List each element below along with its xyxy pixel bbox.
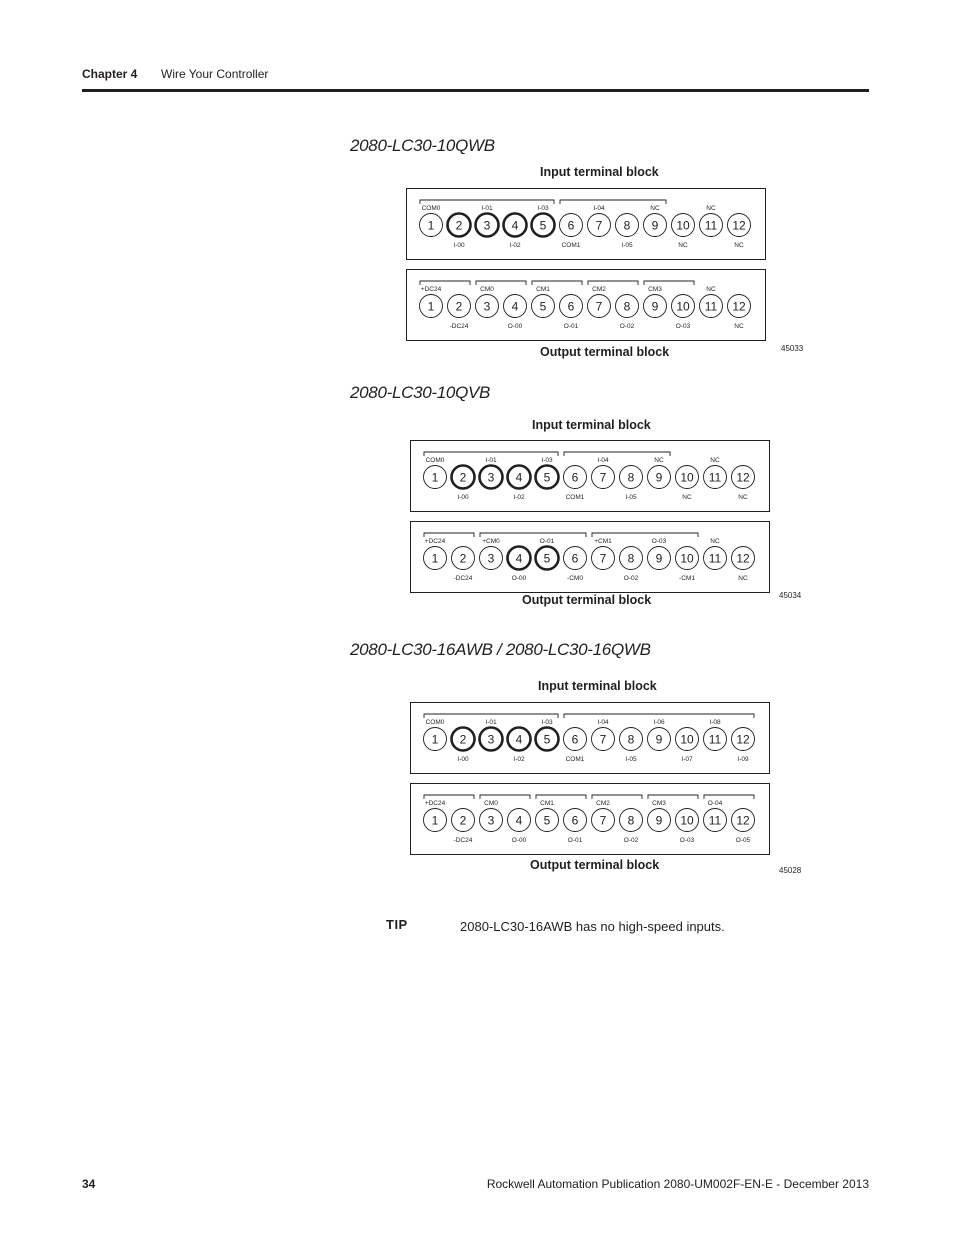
terminal-number: 5 xyxy=(543,732,551,747)
terminal-bottom-label: NC xyxy=(734,323,744,330)
terminal-bottom-label: I-00 xyxy=(457,494,469,501)
terminal-bottom-label: O-00 xyxy=(511,837,527,844)
terminal-bottom-label: NC xyxy=(738,494,748,501)
terminal-number: 11 xyxy=(708,470,722,485)
terminal-number: 9 xyxy=(651,299,659,314)
terminal-bottom-label: -DC24 xyxy=(449,323,469,330)
terminal-number: 7 xyxy=(595,218,603,233)
terminal-bottom-label: O-02 xyxy=(619,323,635,330)
terminal-number: 11 xyxy=(704,218,718,233)
terminal-top-label: I-08 xyxy=(709,719,721,726)
terminal-top-label: CM3 xyxy=(648,286,662,293)
terminal-number: 10 xyxy=(680,732,694,747)
terminal-number: 6 xyxy=(571,732,579,747)
terminal-bottom-label: I-05 xyxy=(625,756,637,763)
terminal-top-label: I-03 xyxy=(541,719,553,726)
terminal-number: 3 xyxy=(487,732,495,747)
terminal-number: 11 xyxy=(708,813,722,828)
terminal-number: 10 xyxy=(680,470,694,485)
terminal-number: 3 xyxy=(487,551,495,566)
terminal-number: 6 xyxy=(567,218,575,233)
terminal-top-label: I-06 xyxy=(653,719,665,726)
terminal-number: 9 xyxy=(655,551,663,566)
terminal-number: 1 xyxy=(431,551,439,566)
terminal-bottom-label: I-09 xyxy=(737,756,749,763)
terminal-bottom-label: NC xyxy=(682,494,692,501)
terminal-number: 11 xyxy=(708,551,722,566)
terminal-top-label: NC xyxy=(706,286,716,293)
section-title-10qwb: 2080-LC30-10QWB xyxy=(350,136,495,155)
terminal-block xyxy=(410,440,770,512)
terminal-number: 12 xyxy=(736,813,750,828)
terminal-top-label: NC xyxy=(710,538,720,545)
terminal-number: 4 xyxy=(515,813,523,828)
terminal-top-label: I-01 xyxy=(485,719,497,726)
terminal-number: 8 xyxy=(623,218,631,233)
terminal-number: 3 xyxy=(487,813,495,828)
tip-text: 2080-LC30-16AWB has no high-speed inputs. xyxy=(460,919,725,934)
terminal-bottom-label: O-02 xyxy=(623,575,639,582)
terminal-bottom-label: I-05 xyxy=(625,494,637,501)
terminal-bottom-label: -DC24 xyxy=(453,575,473,582)
terminal-number: 5 xyxy=(543,551,551,566)
terminal-top-label: COM0 xyxy=(425,457,445,464)
terminal-top-label: +DC24 xyxy=(420,286,442,293)
output-block-label: Output terminal block xyxy=(540,345,670,359)
terminal-number: 3 xyxy=(487,470,495,485)
terminal-number: 11 xyxy=(708,732,722,747)
terminal-bottom-label: NC xyxy=(734,242,744,249)
terminal-top-label: +CM0 xyxy=(482,538,500,545)
terminal-number: 9 xyxy=(655,732,663,747)
terminal-bottom-label: O-03 xyxy=(679,837,695,844)
terminal-top-label: CM2 xyxy=(596,800,610,807)
page-number: 34 xyxy=(82,1177,96,1191)
terminal-number: 8 xyxy=(627,470,635,485)
header-rule xyxy=(82,89,869,92)
terminal-number: 6 xyxy=(571,470,579,485)
terminal-bottom-label: COM1 xyxy=(561,242,581,249)
terminal-bottom-label: COM1 xyxy=(565,756,585,763)
terminal-top-label: O-04 xyxy=(707,800,723,807)
terminal-top-label: I-01 xyxy=(481,205,493,212)
terminal-bottom-label: I-02 xyxy=(513,756,525,763)
terminal-number: 4 xyxy=(515,470,523,485)
terminal-bottom-label: COM1 xyxy=(565,494,585,501)
terminal-number: 3 xyxy=(483,218,491,233)
terminal-number: 2 xyxy=(455,299,463,314)
terminal-bottom-label: NC xyxy=(678,242,688,249)
terminal-number: 2 xyxy=(459,551,467,566)
terminal-number: 12 xyxy=(732,218,746,233)
terminal-top-label: COM0 xyxy=(425,719,445,726)
terminal-number: 12 xyxy=(736,470,750,485)
terminal-number: 8 xyxy=(627,813,635,828)
terminal-top-label: O-01 xyxy=(539,538,555,545)
section-title-10qvb: 2080-LC30-10QVB xyxy=(350,383,491,402)
tip-label: TIP xyxy=(386,917,408,932)
terminal-number: 10 xyxy=(676,218,690,233)
terminal-number: 1 xyxy=(427,299,435,314)
terminal-top-label: +DC24 xyxy=(424,538,446,545)
terminal-top-label: CM1 xyxy=(536,286,550,293)
terminal-number: 8 xyxy=(627,551,635,566)
terminal-top-label: CM2 xyxy=(592,286,606,293)
terminal-number: 5 xyxy=(539,299,547,314)
terminal-number: 4 xyxy=(511,218,519,233)
output-block-label: Output terminal block xyxy=(522,593,652,607)
terminal-bottom-label: O-01 xyxy=(563,323,579,330)
input-block-label: Input terminal block xyxy=(540,165,659,179)
input-block-label: Input terminal block xyxy=(532,418,651,432)
terminal-top-label: NC xyxy=(654,457,664,464)
figure-number: 45028 xyxy=(779,866,802,875)
terminal-number: 7 xyxy=(599,551,607,566)
terminal-number: 1 xyxy=(431,813,439,828)
terminal-block xyxy=(406,269,766,341)
terminal-top-label: CM3 xyxy=(652,800,666,807)
terminal-number: 7 xyxy=(595,299,603,314)
terminal-bottom-label: O-00 xyxy=(507,323,523,330)
terminal-number: 5 xyxy=(539,218,547,233)
terminal-number: 2 xyxy=(459,732,467,747)
terminal-number: 11 xyxy=(704,299,718,314)
figure-number: 45034 xyxy=(779,591,802,600)
terminal-block xyxy=(406,188,766,260)
terminal-number: 1 xyxy=(427,218,435,233)
terminal-bottom-label: O-01 xyxy=(567,837,583,844)
terminal-number: 10 xyxy=(680,551,694,566)
terminal-top-label: CM0 xyxy=(484,800,498,807)
terminal-top-label: +DC24 xyxy=(424,800,446,807)
terminal-number: 8 xyxy=(627,732,635,747)
terminal-number: 6 xyxy=(571,551,579,566)
terminal-top-label: I-01 xyxy=(485,457,497,464)
terminal-number: 5 xyxy=(543,813,551,828)
terminal-number: 6 xyxy=(571,813,579,828)
terminal-top-label: +CM1 xyxy=(594,538,612,545)
terminal-bottom-label: I-00 xyxy=(457,756,469,763)
figure-number: 45033 xyxy=(781,344,804,353)
terminal-bottom-label: NC xyxy=(738,575,748,582)
terminal-bottom-label: O-00 xyxy=(511,575,527,582)
terminal-number: 10 xyxy=(680,813,694,828)
terminal-number: 12 xyxy=(732,299,746,314)
terminal-bottom-label: O-03 xyxy=(675,323,691,330)
terminal-bottom-label: -DC24 xyxy=(453,837,473,844)
terminal-top-label: NC xyxy=(706,205,716,212)
terminal-top-label: O-03 xyxy=(651,538,667,545)
terminal-bottom-label: O-02 xyxy=(623,837,639,844)
terminal-number: 7 xyxy=(599,470,607,485)
terminal-bottom-label: O-05 xyxy=(735,837,751,844)
terminal-top-label: COM0 xyxy=(421,205,441,212)
publication-info: Rockwell Automation Publication 2080-UM002F-EN-E - December 2013 xyxy=(486,1177,869,1191)
terminal-number: 2 xyxy=(455,218,463,233)
terminal-number: 5 xyxy=(543,470,551,485)
terminal-top-label: I-03 xyxy=(537,205,549,212)
terminal-top-label: I-04 xyxy=(597,457,609,464)
terminal-bottom-label: I-07 xyxy=(681,756,693,763)
terminal-bottom-label: -CM1 xyxy=(679,575,695,582)
terminal-number: 3 xyxy=(483,299,491,314)
terminal-number: 4 xyxy=(515,551,523,566)
terminal-bottom-label: I-00 xyxy=(453,242,465,249)
terminal-number: 2 xyxy=(459,813,467,828)
terminal-number: 9 xyxy=(651,218,659,233)
terminal-number: 12 xyxy=(736,551,750,566)
terminal-top-label: NC xyxy=(650,205,660,212)
terminal-top-label: I-04 xyxy=(593,205,605,212)
terminal-number: 4 xyxy=(511,299,519,314)
terminal-number: 12 xyxy=(736,732,750,747)
terminal-top-label: I-03 xyxy=(541,457,553,464)
terminal-top-label: CM0 xyxy=(480,286,494,293)
chapter-label: Chapter 4 xyxy=(82,67,138,81)
terminal-block xyxy=(410,783,770,855)
terminal-number: 4 xyxy=(515,732,523,747)
terminal-bottom-label: I-02 xyxy=(513,494,525,501)
terminal-number: 7 xyxy=(599,813,607,828)
terminal-number: 9 xyxy=(655,813,663,828)
terminal-number: 1 xyxy=(431,732,439,747)
section-title-16awb: 2080-LC30-16AWB / 2080-LC30-16QWB xyxy=(350,640,651,659)
input-block-label: Input terminal block xyxy=(538,679,657,693)
terminal-number: 7 xyxy=(599,732,607,747)
terminal-number: 1 xyxy=(431,470,439,485)
terminal-top-label: NC xyxy=(710,457,720,464)
terminal-block xyxy=(410,702,770,774)
terminal-number: 9 xyxy=(655,470,663,485)
terminal-bottom-label: -CM0 xyxy=(567,575,583,582)
terminal-number: 10 xyxy=(676,299,690,314)
terminal-bottom-label: I-05 xyxy=(621,242,633,249)
output-block-label: Output terminal block xyxy=(530,858,660,872)
terminal-number: 6 xyxy=(567,299,575,314)
terminal-number: 2 xyxy=(459,470,467,485)
chapter-title: Wire Your Controller xyxy=(161,67,269,81)
terminal-block xyxy=(410,521,770,593)
terminal-top-label: CM1 xyxy=(540,800,554,807)
terminal-top-label: I-04 xyxy=(597,719,609,726)
terminal-bottom-label: I-02 xyxy=(509,242,521,249)
terminal-number: 8 xyxy=(623,299,631,314)
